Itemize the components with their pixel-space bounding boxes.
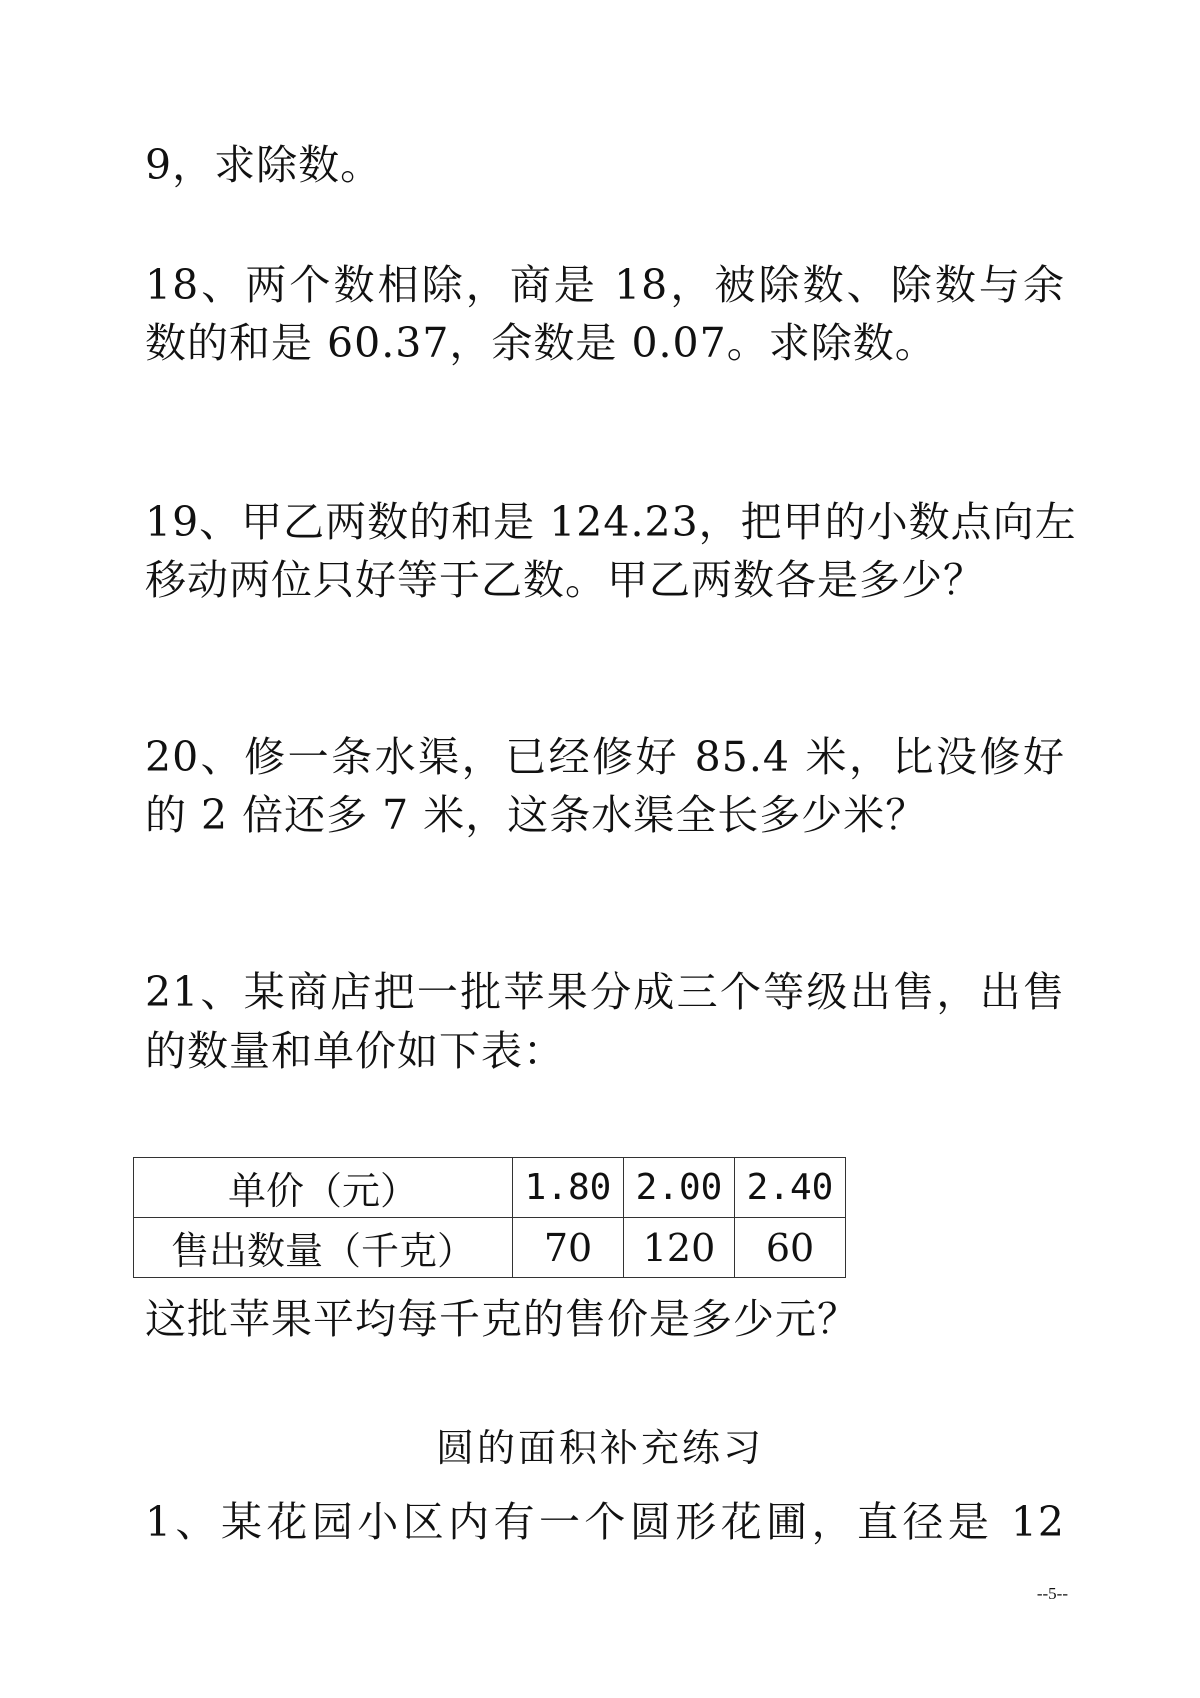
table-cell: 120: [624, 1218, 735, 1278]
table-cell: 60: [735, 1218, 846, 1278]
problem-19-line-1: 19、甲乙两数的和是 124.23，把甲的小数点向左: [145, 498, 1077, 546]
problem-21-line-1: 21、某商店把一批苹果分成三个等级出售，出售: [145, 968, 1065, 1016]
table-row-price: [134, 1158, 846, 1218]
section-problem-1-line-1: 1、某花园小区内有一个圆形花圃，直径是 12: [145, 1498, 1065, 1546]
problem-19-line-2: 移动两位只好等于乙数。甲乙两数各是多少？: [145, 556, 985, 604]
table-cell: 70: [513, 1218, 624, 1278]
table-row-quantity: [134, 1218, 846, 1278]
table-cell: 2.00: [624, 1158, 735, 1218]
problem-20-line-2: 的 2 倍还多 7 米，这条水渠全长多少米？: [145, 791, 928, 839]
problem-18-line-1: 18、两个数相除，商是 18，被除数、除数与余: [145, 261, 1065, 309]
continuation-line: 9，求除数。: [145, 141, 383, 189]
problem-20-line-1: 20、修一条水渠，已经修好 85.4 米，比没修好: [145, 733, 1065, 781]
problem-21-line-2: 的数量和单价如下表：: [145, 1027, 565, 1075]
problem-18-line-2: 数的和是 60.37，余数是 0.07。求除数。: [145, 319, 937, 367]
price-quantity-table: [133, 1157, 846, 1278]
table-label-price: 单价（元）: [134, 1158, 513, 1218]
page-number: --5--: [1036, 1584, 1068, 1603]
section-title: 圆的面积补充练习: [435, 1426, 764, 1470]
table-label-quantity: 售出数量（千克）: [134, 1218, 513, 1278]
table-cell: 1.80: [513, 1158, 624, 1218]
table-cell: 2.40: [735, 1158, 846, 1218]
problem-21-question: 这批苹果平均每千克的售价是多少元？: [145, 1295, 859, 1343]
